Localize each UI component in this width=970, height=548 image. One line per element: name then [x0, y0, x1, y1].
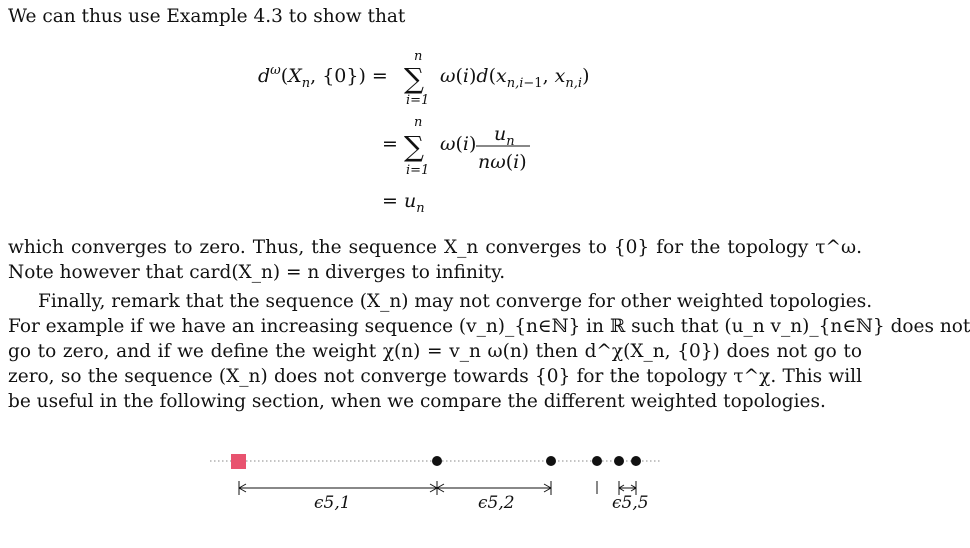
point-2	[546, 456, 556, 466]
sum-upper-1: n	[414, 49, 423, 64]
label-epsilon-5-5: ϵ5,5	[612, 493, 649, 513]
equation-result: = $u_n$	[382, 190, 425, 216]
paragraph-1-line-2: Note however that card(X_n) = n diverges to infinity.	[8, 262, 506, 283]
fraction-denominator: nω(i)	[478, 151, 527, 173]
label-epsilon-5-1: ϵ5,1	[314, 493, 351, 513]
equation-term2-prefix: ω(i)	[440, 133, 477, 155]
equation-lhs: $d^\omega(X_n$, {0}) =	[258, 63, 388, 91]
paragraph-2-line-1: Finally, remark that the sequence (X_n) may not converge for other weighted topologies.	[38, 291, 873, 312]
display-equation	[0, 0, 870, 230]
paragraph-1-line-1: which converges to zero. Thus, the sequence X_n converges to {0} for the topology τ^ω.	[8, 237, 862, 258]
sum-upper-2: n	[414, 115, 423, 130]
sum-symbol-2: ∑	[404, 130, 424, 163]
paragraph-2-line-2: For example if we have an increasing sequence (v_n)_{n∈ℕ} in ℝ such that (u_n v_n)_{n∈ℕ} does not	[8, 316, 970, 337]
origin-square-marker	[231, 454, 246, 469]
paragraph-2-line-3: go to zero, and if we define the weight χ(n) = v_n ω(n) then d^χ(X_n, {0}) does not go to	[8, 341, 862, 362]
label-epsilon-5-2: ϵ5,2	[478, 493, 515, 513]
paragraph-2-line-4: zero, so the sequence (X_n) does not converge towards {0} for the topology τ^χ. This will	[8, 366, 862, 387]
sum-symbol-1: ∑	[404, 62, 424, 95]
point-4	[614, 456, 624, 466]
equation-term1: $\omega(i)d(x_{n,i}-1$, $x_{n,i}$)	[440, 65, 590, 91]
fraction-numerator: $u_n$	[494, 123, 515, 149]
point-1	[432, 456, 442, 466]
sequence-figure	[0, 440, 870, 548]
point-3	[592, 456, 602, 466]
point-5	[631, 456, 641, 466]
equals-2: =	[382, 133, 398, 155]
intro-text: We can thus use Example 4.3 to show that	[8, 6, 406, 27]
paragraph-2-line-5: be useful in the following section, when we compare the different weighted topologies.	[8, 391, 826, 412]
sum-lower-1: i=1	[406, 93, 430, 108]
sum-lower-2: i=1	[406, 163, 430, 178]
